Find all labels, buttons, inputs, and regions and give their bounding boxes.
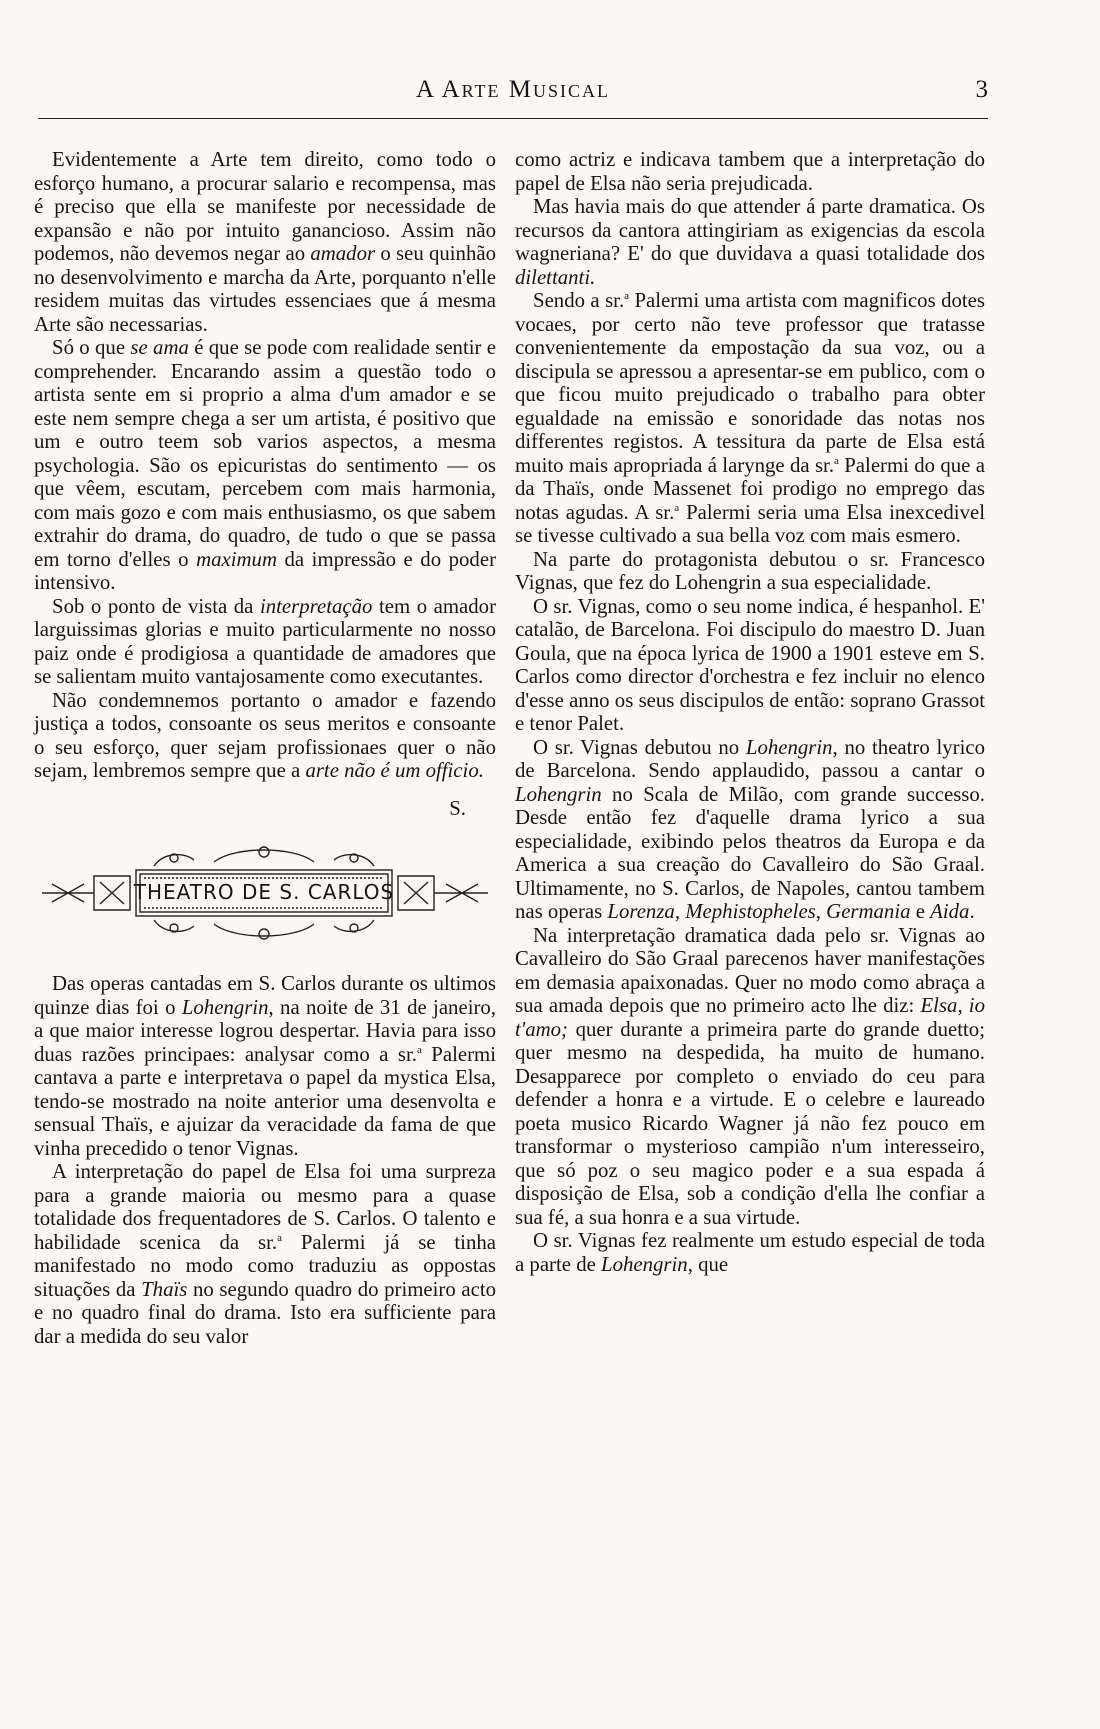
paragraph: Não condemnemos portanto o amador e fazendo justiça a todos, consoante os seus meritos e consoante o seu esforço, quer sejam profissionaes quer o não sejam, lembremos sempre que a arte não é um officio. xyxy=(34,688,496,782)
section-heading-ornament xyxy=(34,832,496,960)
author-signature: S. xyxy=(449,796,466,820)
section-title: THEATRO DE S. CARLOS xyxy=(133,880,395,905)
paragraph: como actriz e indicava tambem que a interpretação do papel de Elsa não seria prejudicada. xyxy=(515,148,985,195)
paragraph: O sr. Vignas fez realmente um estudo especial de toda a parte de Lohengrin, que xyxy=(515,1229,985,1276)
paragraph: Sob o ponto de vista da interpretação tem o amador larguissimas glorias e muito particularmente no nosso paiz onde é prodigiosa a quantidade de amadores que se salientam muito vantajosamente como executantes. xyxy=(34,594,496,688)
running-title: A Arte Musical xyxy=(416,76,610,103)
header-rule xyxy=(38,118,988,119)
left-column xyxy=(34,148,496,1348)
paragraph: Só o que se ama é que se pode com realidade sentir e comprehender. Encarando assim a questão todo o artista sente em si proprio a alma d'um amador e se este nem sempre chega a ser um artista, é positivo que um e outro teem sob varios aspectos, a mesma psychologia. São os epicuristas do sentimento — os que vêem, escutam, percebem com mais harmonia, com mais gozo e com mais enthusiasmo, os que sabem extrahir do drama, do quadro, de tudo o que se passa em torno d'elles o maximum da impressão e do poder intensivo. xyxy=(34,336,496,594)
paragraph: Na parte do protagonista debutou o sr. Francesco Vignas, que fez do Lohengrin a sua especialidade. xyxy=(515,547,985,594)
paragraph: Evidentemente a Arte tem direito, como todo o esforço humano, a procurar salario e recompensa, mas é preciso que ella se manifeste por necessidade de expansão e não por intuito ganancioso. Assim não podemos, não devemos negar ao amador o seu quinhão no desenvolvimento e marcha da Arte, porquanto n'elle residem muitas das virtudes essenciaes que á mesma Arte são necessarias. xyxy=(34,148,496,336)
paragraph: Mas havia mais do que attender á parte dramatica. Os recursos da cantora attingiriam as exigencias da escola wagneriana? E' do que duvidava a quasi totalidade dos dilettanti. xyxy=(515,195,985,289)
paragraph: Das operas cantadas em S. Carlos durante os ultimos quinze dias foi o Lohengrin, na noite de 31 de janeiro, a que maior interesse logrou despertar. Havia para isso duas razões principaes: analysar como a sr.$^a$ Palermi cantava a parte e interpretava o papel da mystica Elsa, tendo-se mostrado na noite anterior uma desenvolta e sensual Thaïs, e ajuizar da veracidade da fama de que vinha precedido o tenor Vignas. xyxy=(34,972,496,1160)
paragraph: Na interpretação dramatica dada pelo sr. Vignas ao Cavalleiro do São Graal parecenos haver manifestações em demasia apaixonadas. Quer no modo como abraça a sua amada depois que no primeiro acto lhe diz: Elsa, io t'amo; quer durante a primeira parte do grande duetto; quer mesmo na despedida, ha muito de humano. Desapparece por completo o enviado do ceu para defender a honra e a virtude. E o celebre e laureado poeta musico Ricardo Wagner já não fez pouco em transformar o mysterioso campião n'um interesseiro, que só poz o seu magico poder e a sua espada á disposição de Elsa, sob a condição d'ella lhe confiar a sua fé, a sua honra e a sua virtude. xyxy=(515,923,985,1229)
right-column xyxy=(515,148,985,1276)
page-header xyxy=(38,76,988,120)
paragraph: A interpretação do papel de Elsa foi uma surpreza para a grande maioria ou mesmo para a quase totalidade dos frequentadores de S. Carlos. O talento e habilidade scenica da sr.$^a$ Palermi já se tinha manifestado no modo como traduziu as oppostas situações da Thaïs no segundo quadro do primeiro acto e no quadro final do drama. Isto era sufficiente para dar a medida do seu valor xyxy=(34,1160,496,1348)
page-number: 3 xyxy=(975,76,988,103)
paragraph: O sr. Vignas, como o seu nome indica, é hespanhol. E' catalão, de Barcelona. Foi discipulo do maestro D. Juan Goula, que na época lyrica de 1900 a 1901 esteve em S. Carlos como director d'orchestra e fez incluir no elenco d'esse anno os seus discipulos de então: soprano Grassot e tenor Palet. xyxy=(515,594,985,735)
paragraph: O sr. Vignas debutou no Lohengrin, no theatro lyrico de Barcelona. Sendo applaudido, passou a cantar o Lohengrin no Scala de Milão, com grande successo. Desde então fez d'aquelle drama lyrico a sua especialidade, exibindo pelos theatros da Europa e da America a sua creação do Cavalleiro do São Graal. Ultimamente, no S. Carlos, de Napoles, cantou tambem nas operas Lorenza, Mephistopheles, Germania e Aida. xyxy=(515,735,986,923)
paragraph: Sendo a sr.$^a$ Palermi uma artista com magnificos dotes vocaes, por certo não teve professor que tratasse convenientemente da empostação da sua voz, ou a discipula se apressou a apresentar-se em publico, com o que ficou muito prejudicado o trabalho para obter egualdade na emissão e sonoridade das notas nos differentes registos. A tessitura da parte de Elsa está muito mais apropriada á larynge da sr.$^a$ Palermi do que a da Thaïs, onde Massenet foi prodigo no emprego das notas agudas. A sr.$^a$ Palermi seria uma Elsa inexcedivel se tivesse cultivado a sua bella voz com mais esmero. xyxy=(515,289,985,547)
